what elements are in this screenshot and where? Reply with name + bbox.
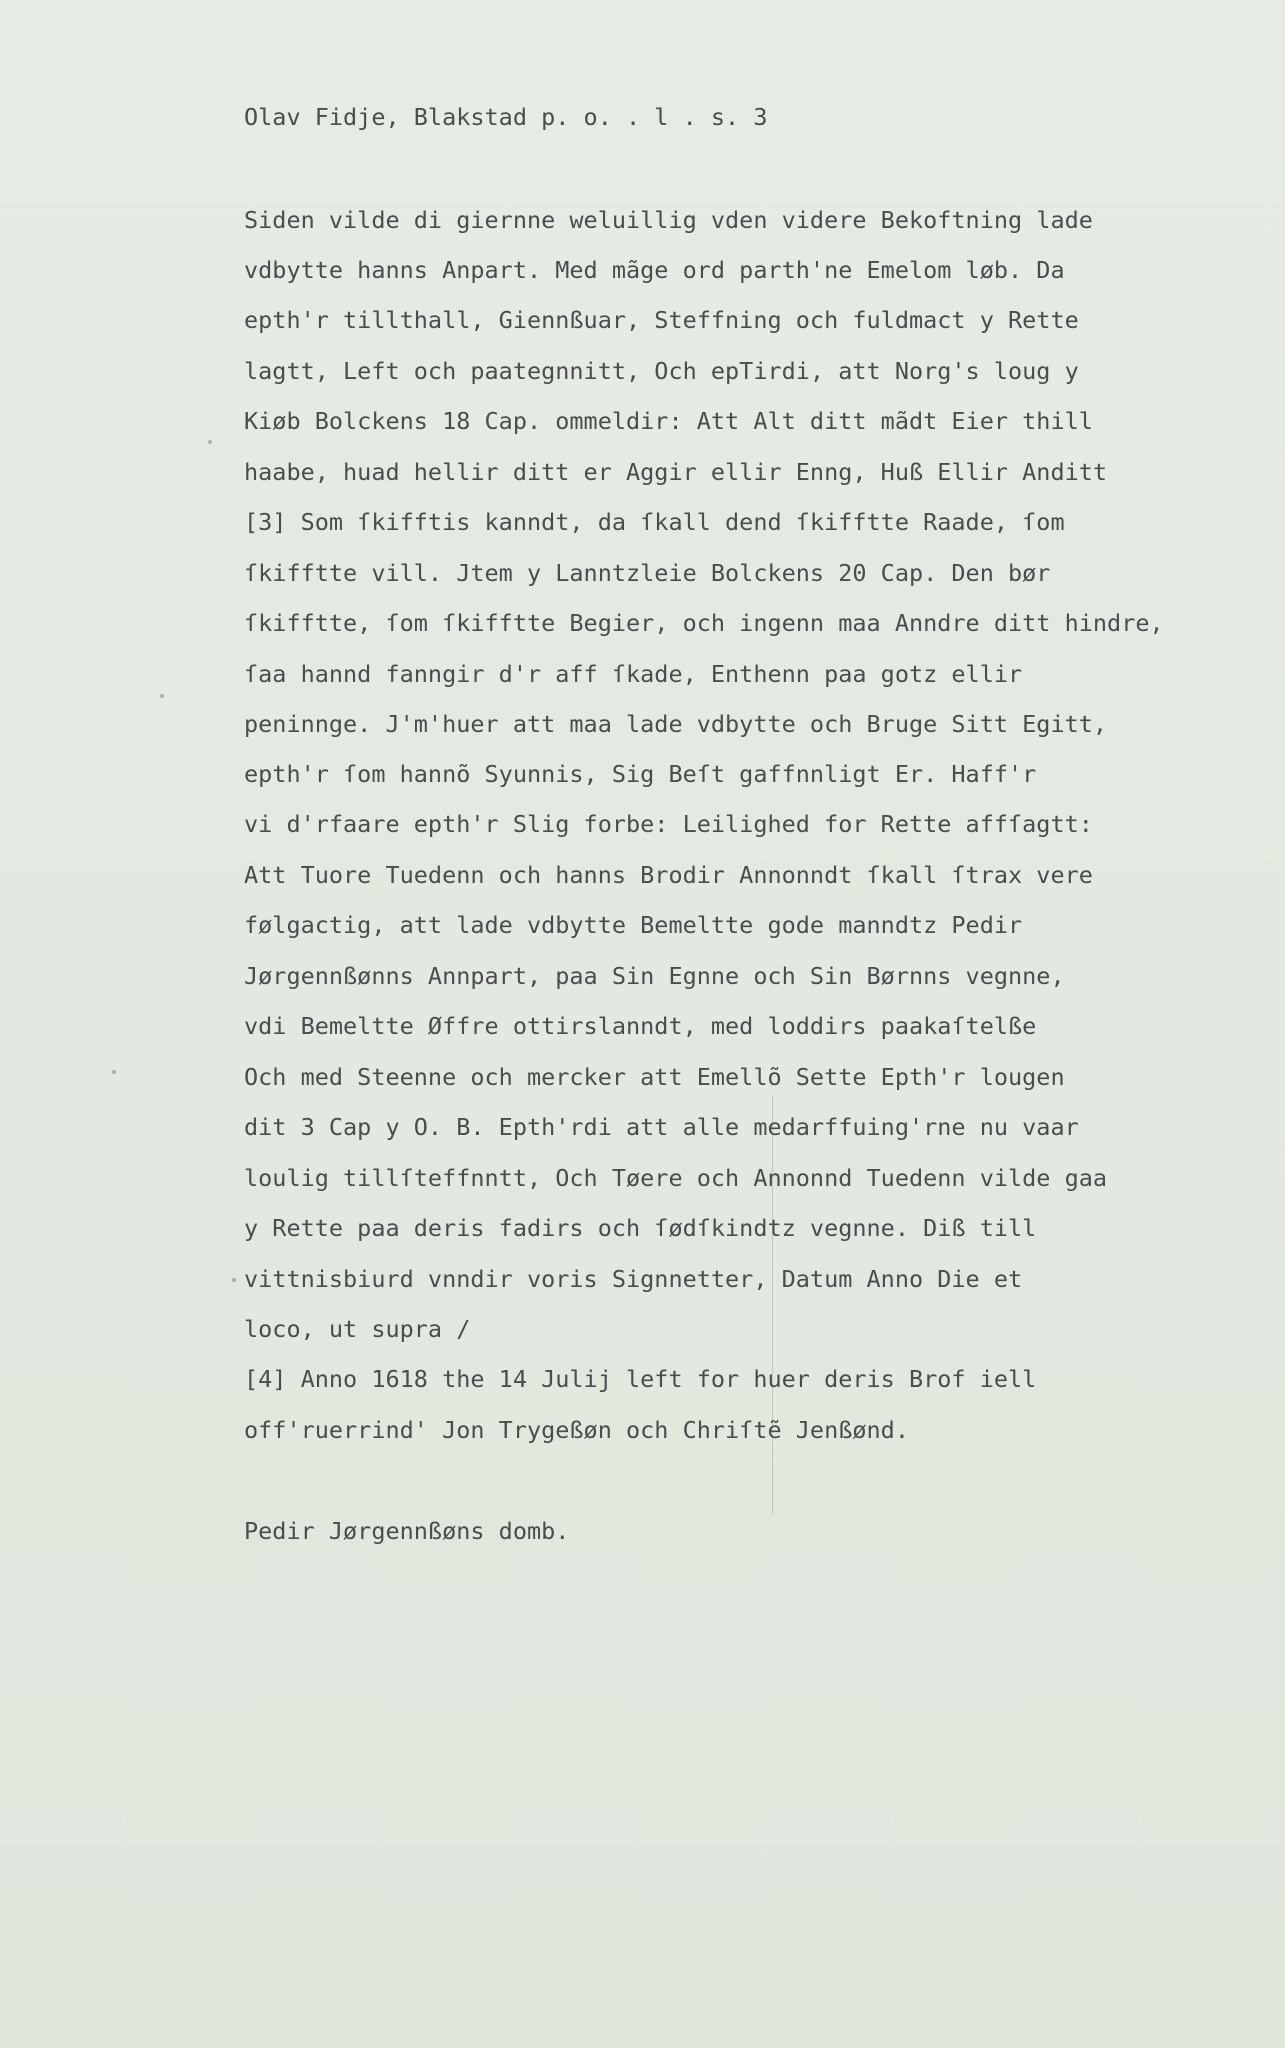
text-line-20: loulig tillſteffnntt, Och Tøere och Annonnd Tuedenn vilde gaa (244, 1164, 1108, 1192)
text-line-5: Kiøb Bolckens 18 Cap. ommeldir: Att Alt ditt mãdt Eier thill (244, 407, 1093, 435)
page-crease (772, 1095, 773, 1515)
text-line-18: Och med Steenne och mercker att Emellõ Sette Epth'r lougen (244, 1063, 1065, 1091)
text-line-6: haabe, huad hellir ditt er Aggir ellir Enng, Huß Ellir Anditt (244, 458, 1108, 486)
text-line-8: ſkifftte vill. Jtem y Lanntzleie Bolckens 20 Cap. Den bør (244, 559, 1051, 587)
text-line-3: epth'r tillthall, Giennßuar, Steffning och fuldmact y Rette (244, 306, 1079, 334)
text-line-19: dit 3 Cap y O. B. Epth'rdi att alle medarffuing'rne nu vaar (244, 1113, 1079, 1141)
text-line-2: vdbytte hanns Anpart. Med mãge ord parth'ne Emelom løb. Da (244, 256, 1065, 284)
text-line-10: ſaa hannd fanngir d'r aff ſkade, Enthenn paa gotz ellir (244, 660, 1023, 688)
text-line-1: Siden vilde di giernne weluillig vden videre Bekoftning lade (244, 206, 1093, 234)
speck (208, 440, 212, 444)
text-line-22: vittnisbiurd vnndir voris Signnetter, Datum Anno Die et (244, 1265, 1023, 1293)
text-line-17: vdi Bemeltte Øffre ottirslanndt, med loddirs paakaſtelße (244, 1012, 1037, 1040)
document-footer: Pedir Jørgennßøns domb. (244, 1517, 570, 1545)
document-header: Olav Fidje, Blakstad p. o. . l . s. 3 (244, 103, 768, 131)
text-line-14: Att Tuore Tuedenn och hanns Brodir Annonndt ſkall ſtrax vere (244, 861, 1093, 889)
text-line-7: [3] Som ſkifftis kanndt, da ſkall dend ſkifftte Raade, ſom (244, 508, 1065, 536)
speck (112, 1070, 116, 1074)
text-line-11: peninnge. J'm'huer att maa lade vdbytte och Bruge Sitt Egitt, (244, 710, 1108, 738)
text-line-24: [4] Anno 1618 the 14 Julij left for huer deris Brof iell (244, 1365, 1037, 1393)
speck (160, 694, 164, 698)
text-line-4: lagtt, Left och paategnnitt, Och epTirdi, att Norg's loug y (244, 357, 1079, 385)
text-line-25: off'ruerrind' Jon Trygeßøn och Chriſtẽ Jenßønd. (244, 1416, 909, 1444)
speck (232, 1278, 236, 1282)
text-line-23: loco, ut supra / (244, 1315, 471, 1343)
text-line-21: y Rette paa deris fadirs och ſødſkindtz vegnne. Diß till (244, 1214, 1037, 1242)
text-line-12: epth'r ſom hannõ Syunnis, Sig Beſt gaffnnligt Er. Haff'r (244, 760, 1037, 788)
text-line-13: vi d'rfaare epth'r Slig forbe: Leilighed for Rette affſagtt: (244, 810, 1093, 838)
text-line-9: ſkifftte, ſom ſkifftte Begier, och ingenn maa Anndre ditt hindre, (244, 609, 1164, 637)
text-line-16: Jørgennßønns Annpart, paa Sin Egnne och Sin Børnns vegnne, (244, 962, 1065, 990)
text-line-15: følgactig, att lade vdbytte Bemeltte gode manndtz Pedir (244, 911, 1023, 939)
